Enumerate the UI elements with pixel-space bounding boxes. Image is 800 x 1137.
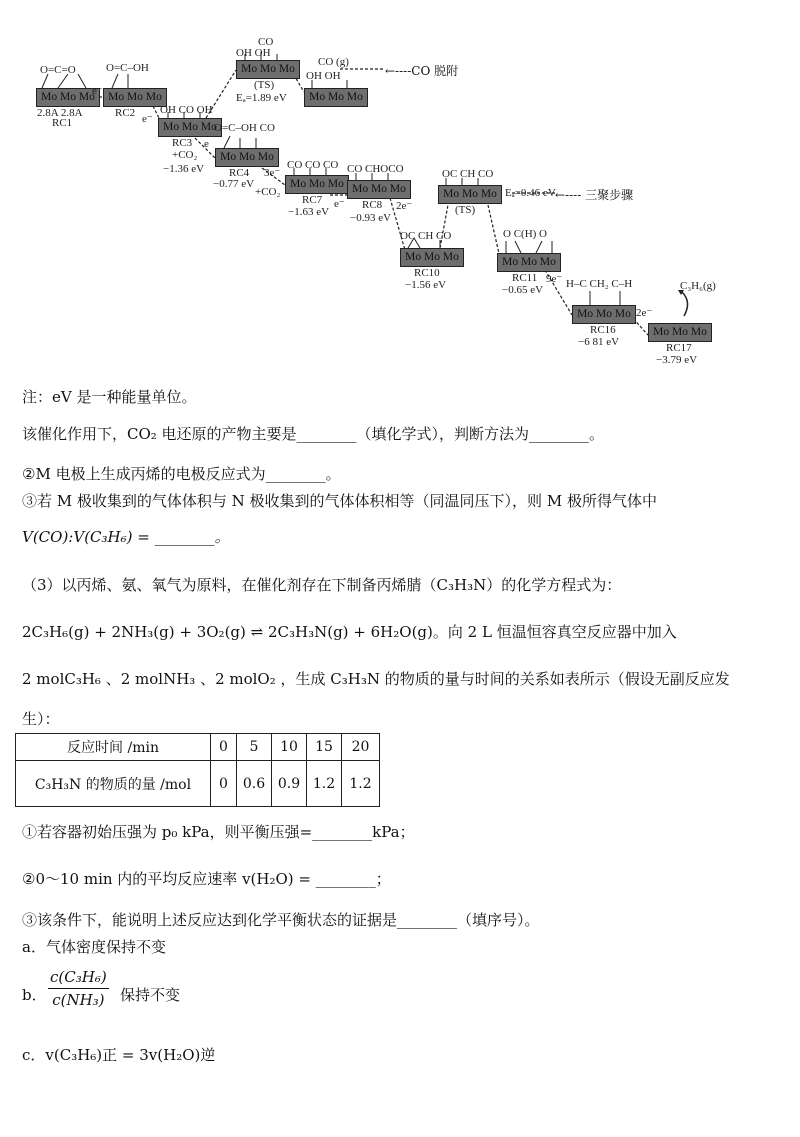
table-header-row	[16, 734, 380, 761]
table-header: 15	[307, 734, 342, 761]
ts1-co: CO	[258, 36, 274, 48]
electron-7: 9e⁻	[546, 273, 563, 285]
sub-question-2: ②0～10 min 内的平均反应速率 v(H₂O) = ________；	[22, 870, 391, 888]
ts1-label: (TS)	[254, 79, 275, 91]
mo-surface-rc2: Mo Mo Mo	[103, 88, 167, 107]
electron-4: 3e⁻	[264, 167, 281, 179]
electron-1: e⁻	[92, 85, 103, 97]
question-2: ②M 电极上生成丙烯的电极反应式为________。	[22, 465, 341, 483]
data-table	[15, 733, 380, 807]
rc7-energy: −1.63 eV	[288, 206, 330, 218]
rc16-label: RC16	[590, 324, 616, 336]
mo-surface-rc8: Mo Mo Mo	[347, 180, 411, 199]
mo-surface-co-desorbed: Mo Mo Mo	[304, 88, 368, 107]
question-3: ③若 M 极收集到的气体体积与 N 极收集到的气体体积相等（同温同压下），则 M 极所得气体中	[22, 492, 657, 510]
rc1-distance: 2.8A 2.8A	[37, 107, 83, 119]
mo-surface-rc3: Mo Mo Mo	[158, 118, 222, 137]
mo-surface-rc11: Mo Mo Mo	[497, 253, 561, 272]
mo-surface-ts2: Mo Mo Mo	[438, 185, 502, 204]
rc10-adsorbate: OC CH CO	[400, 230, 452, 242]
propene-gas: C₃H₆(g)	[680, 280, 716, 292]
rc7-label: RC7	[302, 194, 323, 206]
question-3-ratio: V(CO):V(C₃H₆) = ________。	[22, 528, 230, 546]
rc3-energy: −1.36 eV	[163, 163, 205, 175]
rc3-adsorbate: OH CO OH	[160, 104, 213, 116]
table-cell: 0.9	[272, 761, 307, 807]
ts1-adsorbate: OH OH	[236, 47, 271, 59]
rc17-energy: −3.79 eV	[656, 354, 698, 366]
rc4-co2: +CO₂	[255, 186, 281, 198]
sub-question-1: ①若容器初始压强为 p₀ kPa，则平衡压强=________kPa；	[22, 823, 415, 841]
table-row	[16, 761, 380, 807]
rc11-label: RC11	[512, 272, 538, 284]
question-product: 该催化作用下，CO₂ 电还原的产物主要是________（填化学式），判断方法为________。	[22, 425, 605, 443]
initial-amounts-end: 生）：	[22, 710, 60, 728]
table-cell: C₃H₃N 的物质的量 /mol	[16, 761, 211, 807]
rc1-adsorbate: O=C=O	[40, 64, 76, 76]
mo-surface-rc10: Mo Mo Mo	[400, 248, 464, 267]
co-desorbed-adsorbate: OH OH	[306, 70, 341, 82]
ts1-activation-energy: Eₐ=1.89 eV	[236, 92, 287, 104]
rc11-adsorbate: O C(H) O	[503, 228, 547, 240]
rc2-label: RC2	[115, 107, 136, 119]
electron-5: e⁻	[334, 198, 345, 210]
rc1-label: RC1	[52, 117, 73, 129]
rc4-energy: −0.77 eV	[213, 178, 255, 190]
mo-surface-rc7: Mo Mo Mo	[285, 175, 349, 194]
option-b-fraction	[48, 968, 109, 1009]
rc16-energy: −6 81 eV	[578, 336, 620, 348]
electron-2: e⁻	[142, 113, 153, 125]
option-c: c．v(C₃H₆)正 = 3v(H₂O)逆	[22, 1046, 216, 1064]
co-desorption-annotation: ←----CO 脱附	[385, 64, 459, 78]
ts2-activation-energy: Eₐ=0.46 eV	[505, 187, 556, 199]
rc7-adsorbate: CO CO CO	[287, 159, 339, 171]
table-header: 0	[211, 734, 237, 761]
rc8-energy: −0.93 eV	[350, 212, 392, 224]
table-cell: 0.6	[237, 761, 272, 807]
table-header: 10	[272, 734, 307, 761]
option-b-tail: 保持不变	[120, 986, 181, 1004]
rc3-label: RC3	[172, 137, 193, 149]
table-cell: 0	[211, 761, 237, 807]
electron-3: e	[204, 138, 209, 150]
rc4-label: RC4	[229, 167, 250, 179]
table-header: 反应时间 /min	[16, 734, 211, 761]
fraction-denominator: c(NH₃)	[52, 991, 105, 1009]
option-a: a．气体密度保持不变	[22, 938, 166, 956]
ts2-label: (TS)	[455, 204, 476, 216]
mo-surface-rc16: Mo Mo Mo	[572, 305, 636, 324]
rc11-energy: −0.65 eV	[502, 284, 544, 296]
sub-question-3: ③该条件下，能说明上述反应达到化学平衡状态的证据是________（填序号）。	[22, 911, 540, 929]
rc10-label: RC10	[414, 267, 440, 279]
initial-amounts: 2 molC₃H₆ 、2 molNH₃ 、2 molO₂ ，生成 C₃H₃N 的物质的量与时间的关系如表所示（假设无副反应发	[22, 670, 730, 688]
rc2-adsorbate: O=C–OH	[106, 62, 149, 74]
mo-surface-rc17: Mo Mo Mo	[648, 323, 712, 342]
part-3-intro: （3）以丙烯、氨、氧气为原料，在催化剂存在下制备丙烯腈（C₃H₃N）的化学方程式为：	[22, 576, 622, 594]
table-header: 20	[342, 734, 380, 761]
rc16-adsorbate: H–C CH₂ C–H	[566, 278, 633, 290]
rc3-co2: +CO₂	[172, 149, 198, 161]
co-gas: CO (g)	[318, 56, 349, 68]
mo-surface-rc1: Mo Mo Mo	[36, 88, 100, 107]
trimerization-annotation: ←---- 三聚步骤	[555, 188, 634, 202]
mo-surface-rc4: Mo Mo Mo	[215, 148, 279, 167]
rc4-adsorbate: O=C–OH CO	[214, 122, 275, 134]
electron-8: 2e⁻	[636, 307, 653, 319]
rc8-adsorbate: CO CHOCO	[347, 163, 404, 175]
option-b-label: b．	[22, 986, 47, 1004]
fraction-numerator: c(C₃H₆)	[48, 968, 109, 989]
chemical-equation: 2C₃H₆(g) + 2NH₃(g) + 3O₂(g) ⇌ 2C₃H₃N(g) + 6H₂O(g)。向 2 L 恒温恒容真空反应器中加入	[22, 623, 677, 641]
rc10-energy: −1.56 eV	[405, 279, 447, 291]
table-cell: 1.2	[307, 761, 342, 807]
ts2-adsorbate: OC CH CO	[442, 168, 494, 180]
note: 注：eV 是一种能量单位。	[22, 388, 197, 406]
rc8-label: RC8	[362, 199, 383, 211]
mo-surface-ts1: Mo Mo Mo	[236, 60, 300, 79]
rc17-label: RC17	[666, 342, 692, 354]
table-header: 5	[237, 734, 272, 761]
electron-6: 2e⁻	[396, 200, 413, 212]
table-cell: 1.2	[342, 761, 380, 807]
